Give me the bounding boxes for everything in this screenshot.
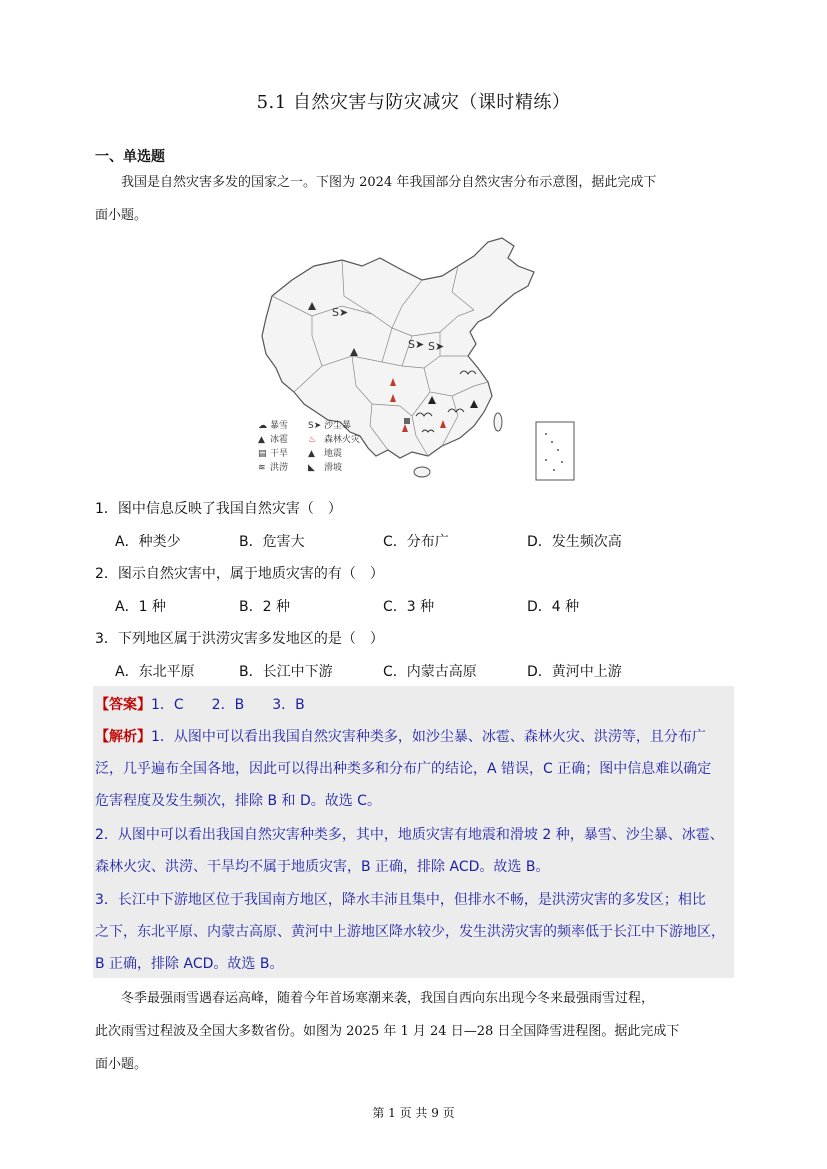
option[interactable]: C．内蒙古高原 (383, 664, 477, 680)
analysis-line: 危害程度及发生频次，排除 B 和 D。故选 C。 (95, 793, 381, 809)
page-footer: 第 1 页 共 9 页 (372, 1106, 455, 1120)
page-title: 5.1 自然灾害与防灾减灾（课时精练） (256, 92, 571, 113)
option[interactable]: B．长江中下游 (239, 664, 333, 680)
legend-label: 干旱 (270, 449, 289, 459)
option[interactable]: D．4 种 (527, 599, 580, 615)
question-3-stem: 3．下列地区属于洪涝灾害多发地区的是（ ） (95, 631, 384, 647)
option[interactable]: C．分布广 (383, 534, 449, 550)
answer-tag: 【答案】 (95, 697, 151, 713)
analysis-line: B 正确，排除 ACD。故选 B。 (95, 956, 284, 972)
taiwan-island (494, 413, 502, 431)
option[interactable]: B．危害大 (239, 534, 305, 550)
option[interactable]: A．种类少 (115, 534, 181, 550)
option[interactable]: A．1 种 (115, 599, 166, 615)
analysis-line: 2．从图中可以看出我国自然灾害种类多，其中，地质灾害有地震和滑坡 2 种，暴雪、沙尘暴、冰雹、 (95, 827, 724, 843)
intro-line: 面小题。 (95, 208, 148, 223)
legend-label: 洪涝 (270, 463, 289, 473)
drought-icon (404, 418, 410, 424)
analysis-line: 泛，几乎遍布全国各地，因此可以得出种类多和分布广的结论，A 错误，C 正确；图中信息难以确定 (95, 761, 712, 777)
sandstorm-icon: S➤ (408, 338, 425, 351)
sandstorm-icon: S➤ (308, 421, 322, 431)
option[interactable]: B．2 种 (239, 599, 290, 615)
intro-paragraph-2 (95, 982, 735, 1081)
analysis-line: 之下，东北平原、内蒙古高原、黄河中上游地区降水较少，发生洪涝灾害的频率低于长江中下游地区， (95, 924, 725, 940)
analysis-tag: 【解析】 (95, 729, 151, 745)
intro-line: 此次雨雪过程波及全国大多数省份。如图为 2025 年 1 月 24 日—28 日全国降雪进程图。据此完成下 (95, 1024, 680, 1039)
answer-text: 1．C 2．B 3．B (151, 697, 305, 713)
legend-label: 暴雪 (270, 421, 289, 431)
sandstorm-icon: S➤ (428, 340, 445, 353)
intro-line: 面小题。 (95, 1057, 148, 1072)
intro-line: 冬季最强雨雪遇春运高峰，随着今年首场寒潮来袭，我国自西向东出现今冬来最强雨雪过程， (121, 991, 655, 1006)
option[interactable]: D．发生频次高 (527, 534, 622, 550)
hail-icon: ▲ (258, 435, 265, 445)
disaster-map-figure (252, 236, 578, 484)
earthquake-icon: ▲ (308, 449, 315, 459)
answer-line (95, 694, 733, 714)
analysis-line: 森林火灾、洪涝、干旱均不属于地质灾害，B 正确，排除 ACD。故选 B。 (95, 859, 550, 875)
analysis-line (95, 726, 733, 746)
intro-paragraph-1 (95, 166, 735, 232)
legend-label: 地震 (324, 449, 343, 459)
option[interactable]: C．3 种 (383, 599, 435, 615)
sandstorm-icon: S➤ (332, 306, 349, 319)
drought-icon: ▤ (258, 449, 267, 459)
legend-label: 滑坡 (324, 463, 343, 473)
legend-label: 沙尘暴 (324, 421, 352, 431)
flood-icon: ≋ (258, 463, 266, 473)
landslide-icon: ◣ (308, 463, 315, 473)
forest-fire-icon: ♨ (308, 435, 317, 445)
snowstorm-icon: ☁ (258, 421, 267, 431)
analysis-line: 3．长江中下游地区位于我国南方地区，降水丰沛且集中，但排水不畅，是洪涝灾害的多发区；相比 (95, 892, 706, 908)
section-heading: 一、单选题 (95, 149, 165, 165)
south-china-sea-inset (536, 422, 574, 480)
analysis-text: 1．从图中可以看出我国自然灾害种类多，如沙尘暴、冰雹、森林火灾、洪涝等，且分布广 (151, 729, 706, 745)
intro-line: 我国是自然灾害多发的国家之一。下图为 2024 年我国部分自然灾害分布示意图，据此完成下 (121, 175, 657, 190)
option[interactable]: D．黄河中上游 (527, 664, 622, 680)
option[interactable]: A．东北平原 (115, 664, 195, 680)
china-map (252, 236, 578, 484)
legend-label: 冰雹 (270, 435, 289, 445)
question-2-stem: 2．图示自然灾害中，属于地质灾害的有（ ） (95, 566, 384, 582)
question-1-stem: 1．图中信息反映了我国自然灾害（ ） (95, 501, 342, 517)
hainan-island (414, 467, 430, 477)
legend-label: 森林火灾 (324, 435, 361, 445)
